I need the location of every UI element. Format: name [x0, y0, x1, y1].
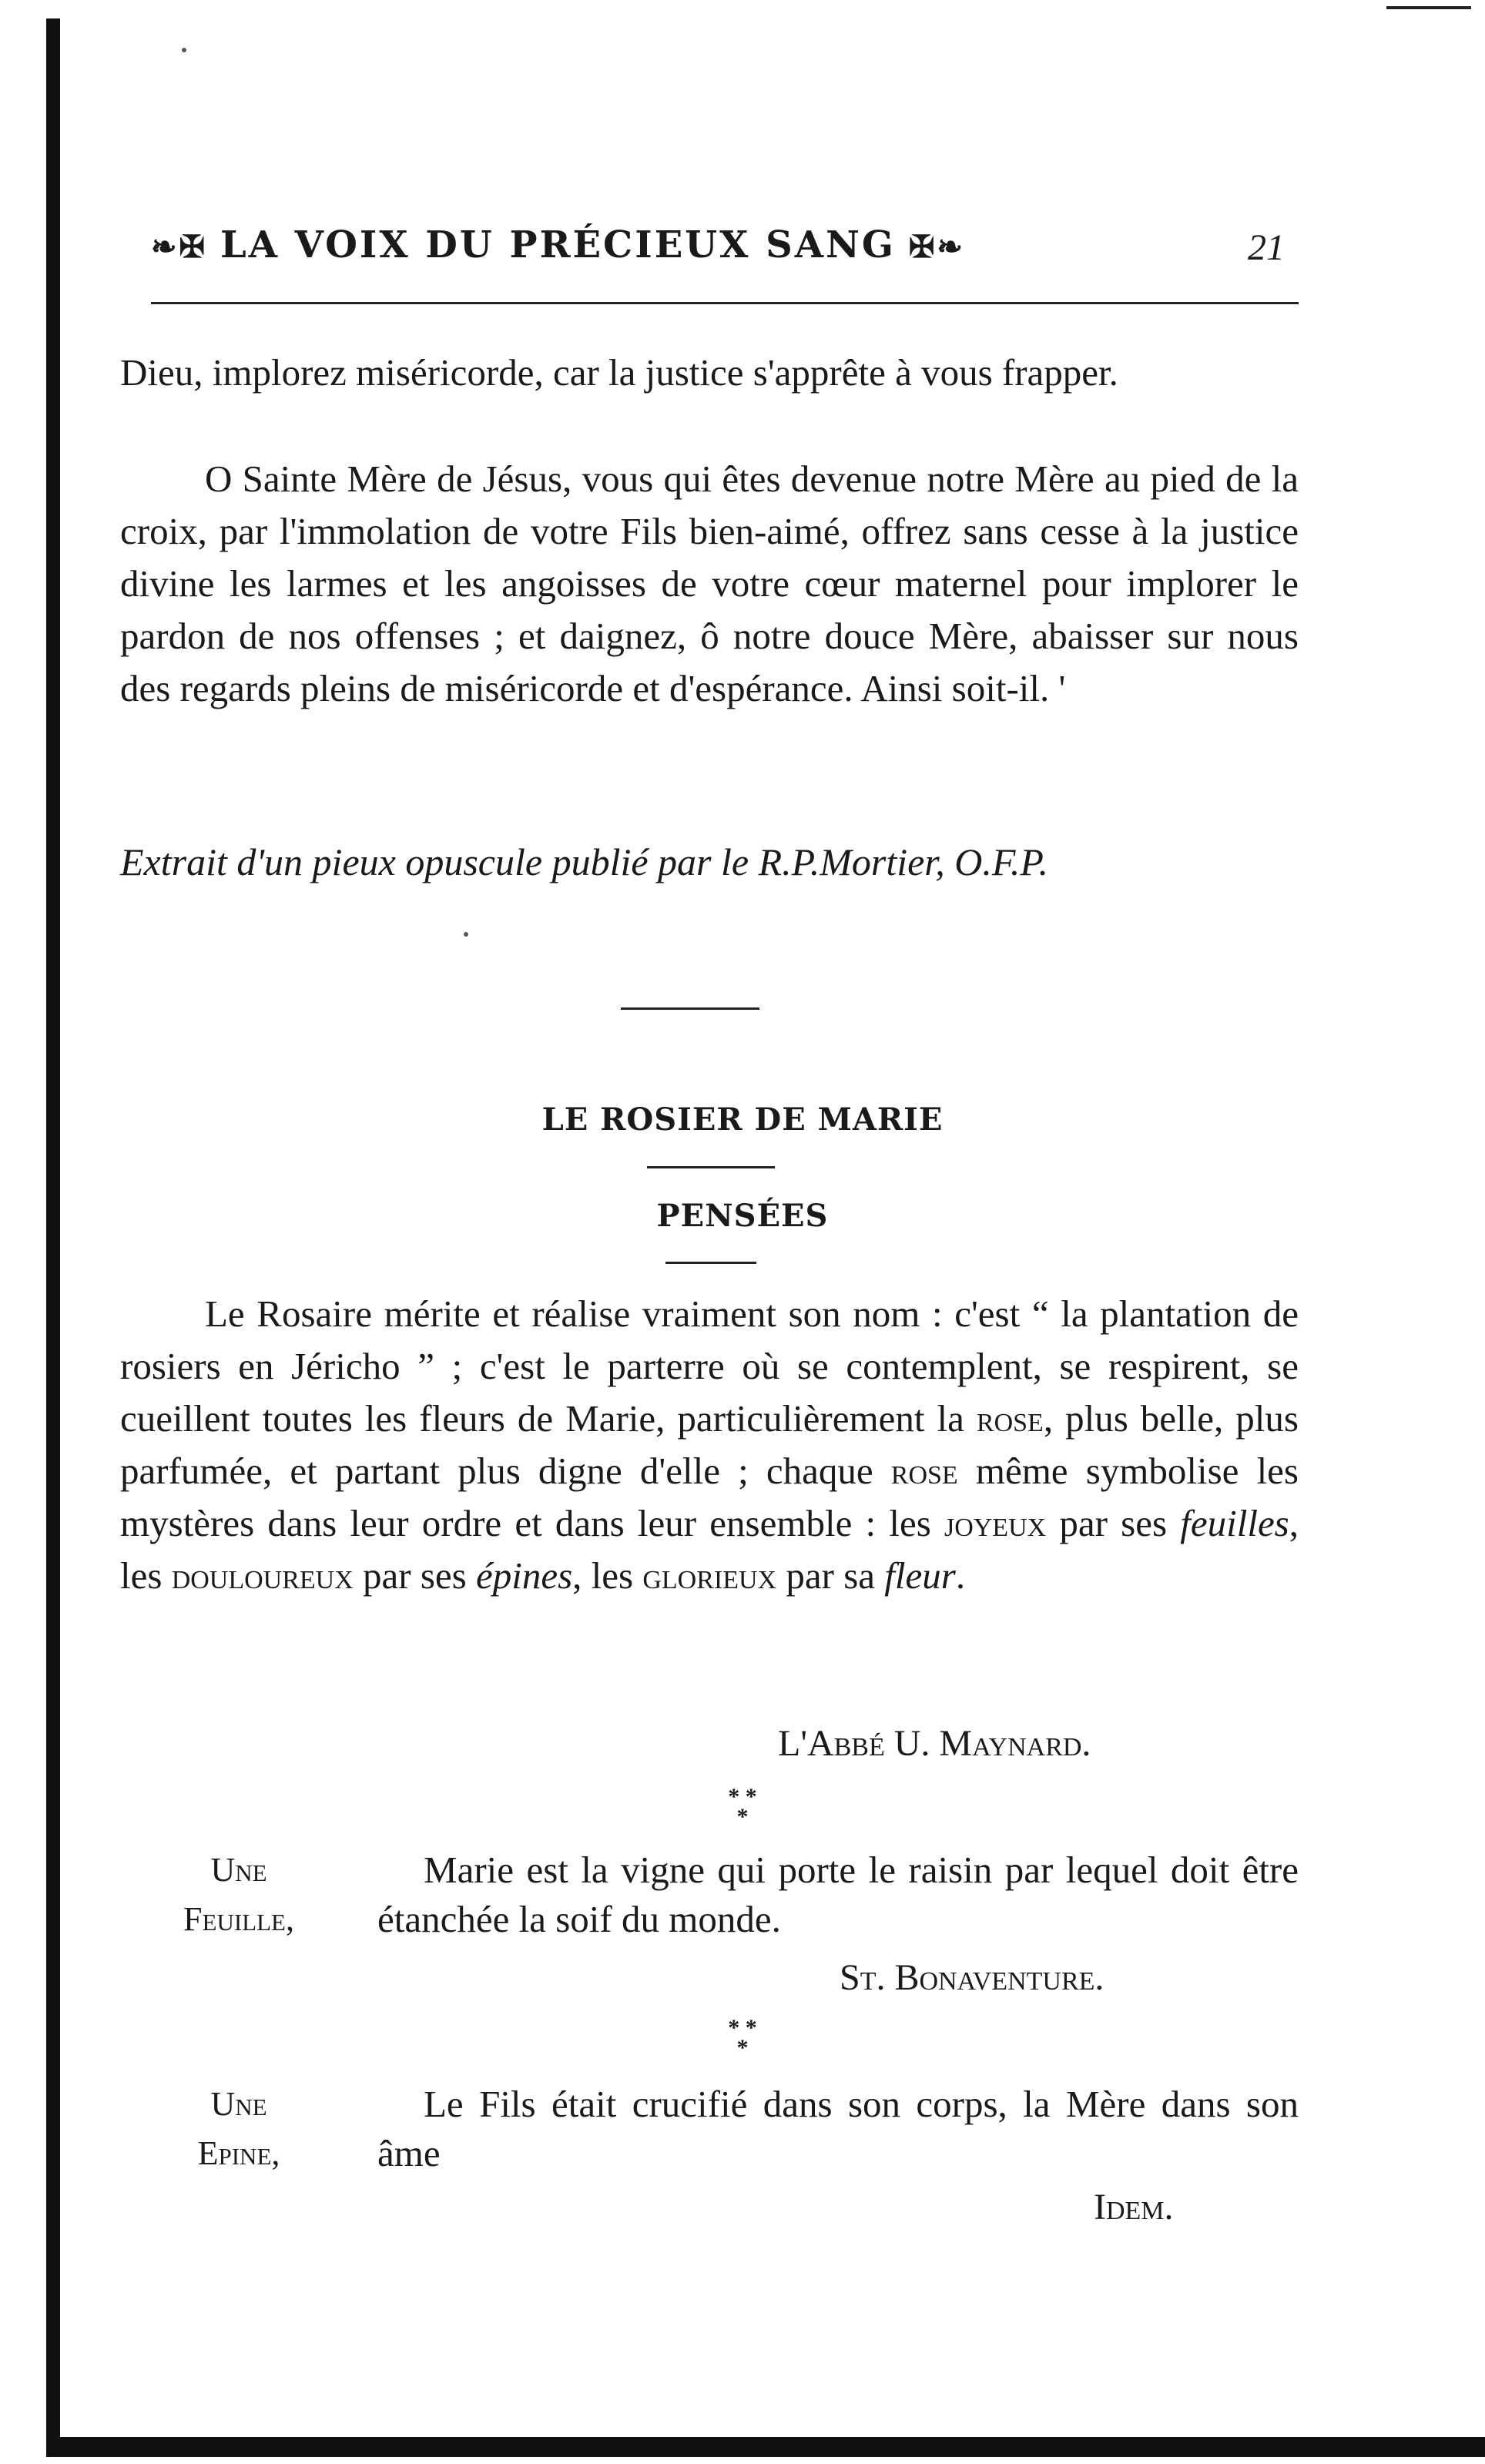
paragraph-prayer-end: Dieu, implorez miséricorde, car la justice s'apprête à vous frapper. [120, 351, 1118, 394]
quote-epine: Le Fils était crucifié dans son corps, la Mère dans son âme [377, 2083, 1299, 2174]
subtitle-rule [665, 1262, 756, 1264]
header-rule [151, 302, 1299, 304]
section-subtitle: PENSÉES [656, 1198, 829, 1234]
section-divider [621, 1007, 759, 1010]
scan-corner-mark [1386, 6, 1471, 9]
source-attribution: Extrait d'un pieux opuscule publié par le R.P.Mortier, O.F.P. [120, 840, 1049, 883]
label-une-epine [154, 2080, 323, 2178]
text-run: glorieux [642, 1554, 777, 1597]
text-run: épines [475, 1554, 573, 1597]
text-run: par ses [353, 1554, 476, 1597]
title-rule [647, 1166, 775, 1168]
text-run: douloureux [171, 1554, 354, 1597]
text-run: , les [120, 1502, 1299, 1597]
label-line: Epine, [197, 2134, 280, 2172]
stray-dot [182, 48, 186, 52]
label-line: Feuille, [183, 1900, 294, 1938]
label-une-feuille [154, 1845, 323, 1944]
text-run: joyeux [944, 1502, 1047, 1544]
text-run: Le Rosaire mérite et réalise vraiment son nom : c'est “ la plantation de rosiers en Jéricho ” ; c'est le parterre où se contemplent, se respirent, se cueillent toutes les fleurs de Marie, particulièrement la [120, 1292, 1299, 1440]
asterism-2: * * * [728, 2015, 757, 2060]
author-bonaventure: St. Bonaventure. [840, 1957, 1105, 1998]
ornament-left: ❧✠ [151, 229, 220, 265]
section-title: LE ROSIER DE MARIE [541, 1101, 944, 1138]
text-run: . [955, 1554, 966, 1597]
paragraph-prayer: O Sainte Mère de Jésus, vous qui êtes devenue notre Mère au pied de la croix, par l'immolation de votre Fils bien-aimé, offrez sans cesse à la justice divine les larmes et les angoisses de votre cœur maternel pour implorer le pardon de nos offenses ; et daignez, ô notre douce Mère, abaisser sur nous des regards pleins de miséricorde et d'espérance. Ainsi soit-il. ' [120, 458, 1299, 709]
text-run: par sa [776, 1554, 885, 1597]
label-line: Une [210, 2085, 267, 2123]
text-run: feuilles [1180, 1502, 1289, 1544]
text-run: fleur [884, 1554, 956, 1597]
running-title: LA VOIX DU PRÉCIEUX SANG [220, 223, 896, 267]
text-run: , les [572, 1554, 643, 1597]
paragraph-rosaire [120, 1288, 1299, 1602]
text-run: rose [890, 1450, 958, 1492]
running-head [151, 223, 1306, 267]
label-line: Une [210, 1851, 267, 1889]
asterism-1: * * * [728, 1784, 757, 1829]
quote-feuille: Marie est la vigne qui porte le raisin par lequel doit être étanchée la soif du monde. [377, 1849, 1299, 1940]
author-idem: Idem. [1094, 2187, 1174, 2228]
author-maynard: L'Abbé U. Maynard. [778, 1723, 1091, 1764]
stray-dot [464, 932, 468, 937]
text-run: , plus belle, plus parfumée, et partant plus digne d'elle ; chaque [120, 1397, 1299, 1492]
scan-bottom-border [46, 2437, 1485, 2457]
text-run: rose [976, 1397, 1044, 1440]
text-run: même symbolise les mystères dans leur ordre et dans leur ensemble : les [120, 1450, 1299, 1544]
text-run: par ses [1046, 1502, 1181, 1544]
page-number: 21 [1248, 227, 1285, 268]
ornament-right: ✠❧ [895, 229, 965, 265]
